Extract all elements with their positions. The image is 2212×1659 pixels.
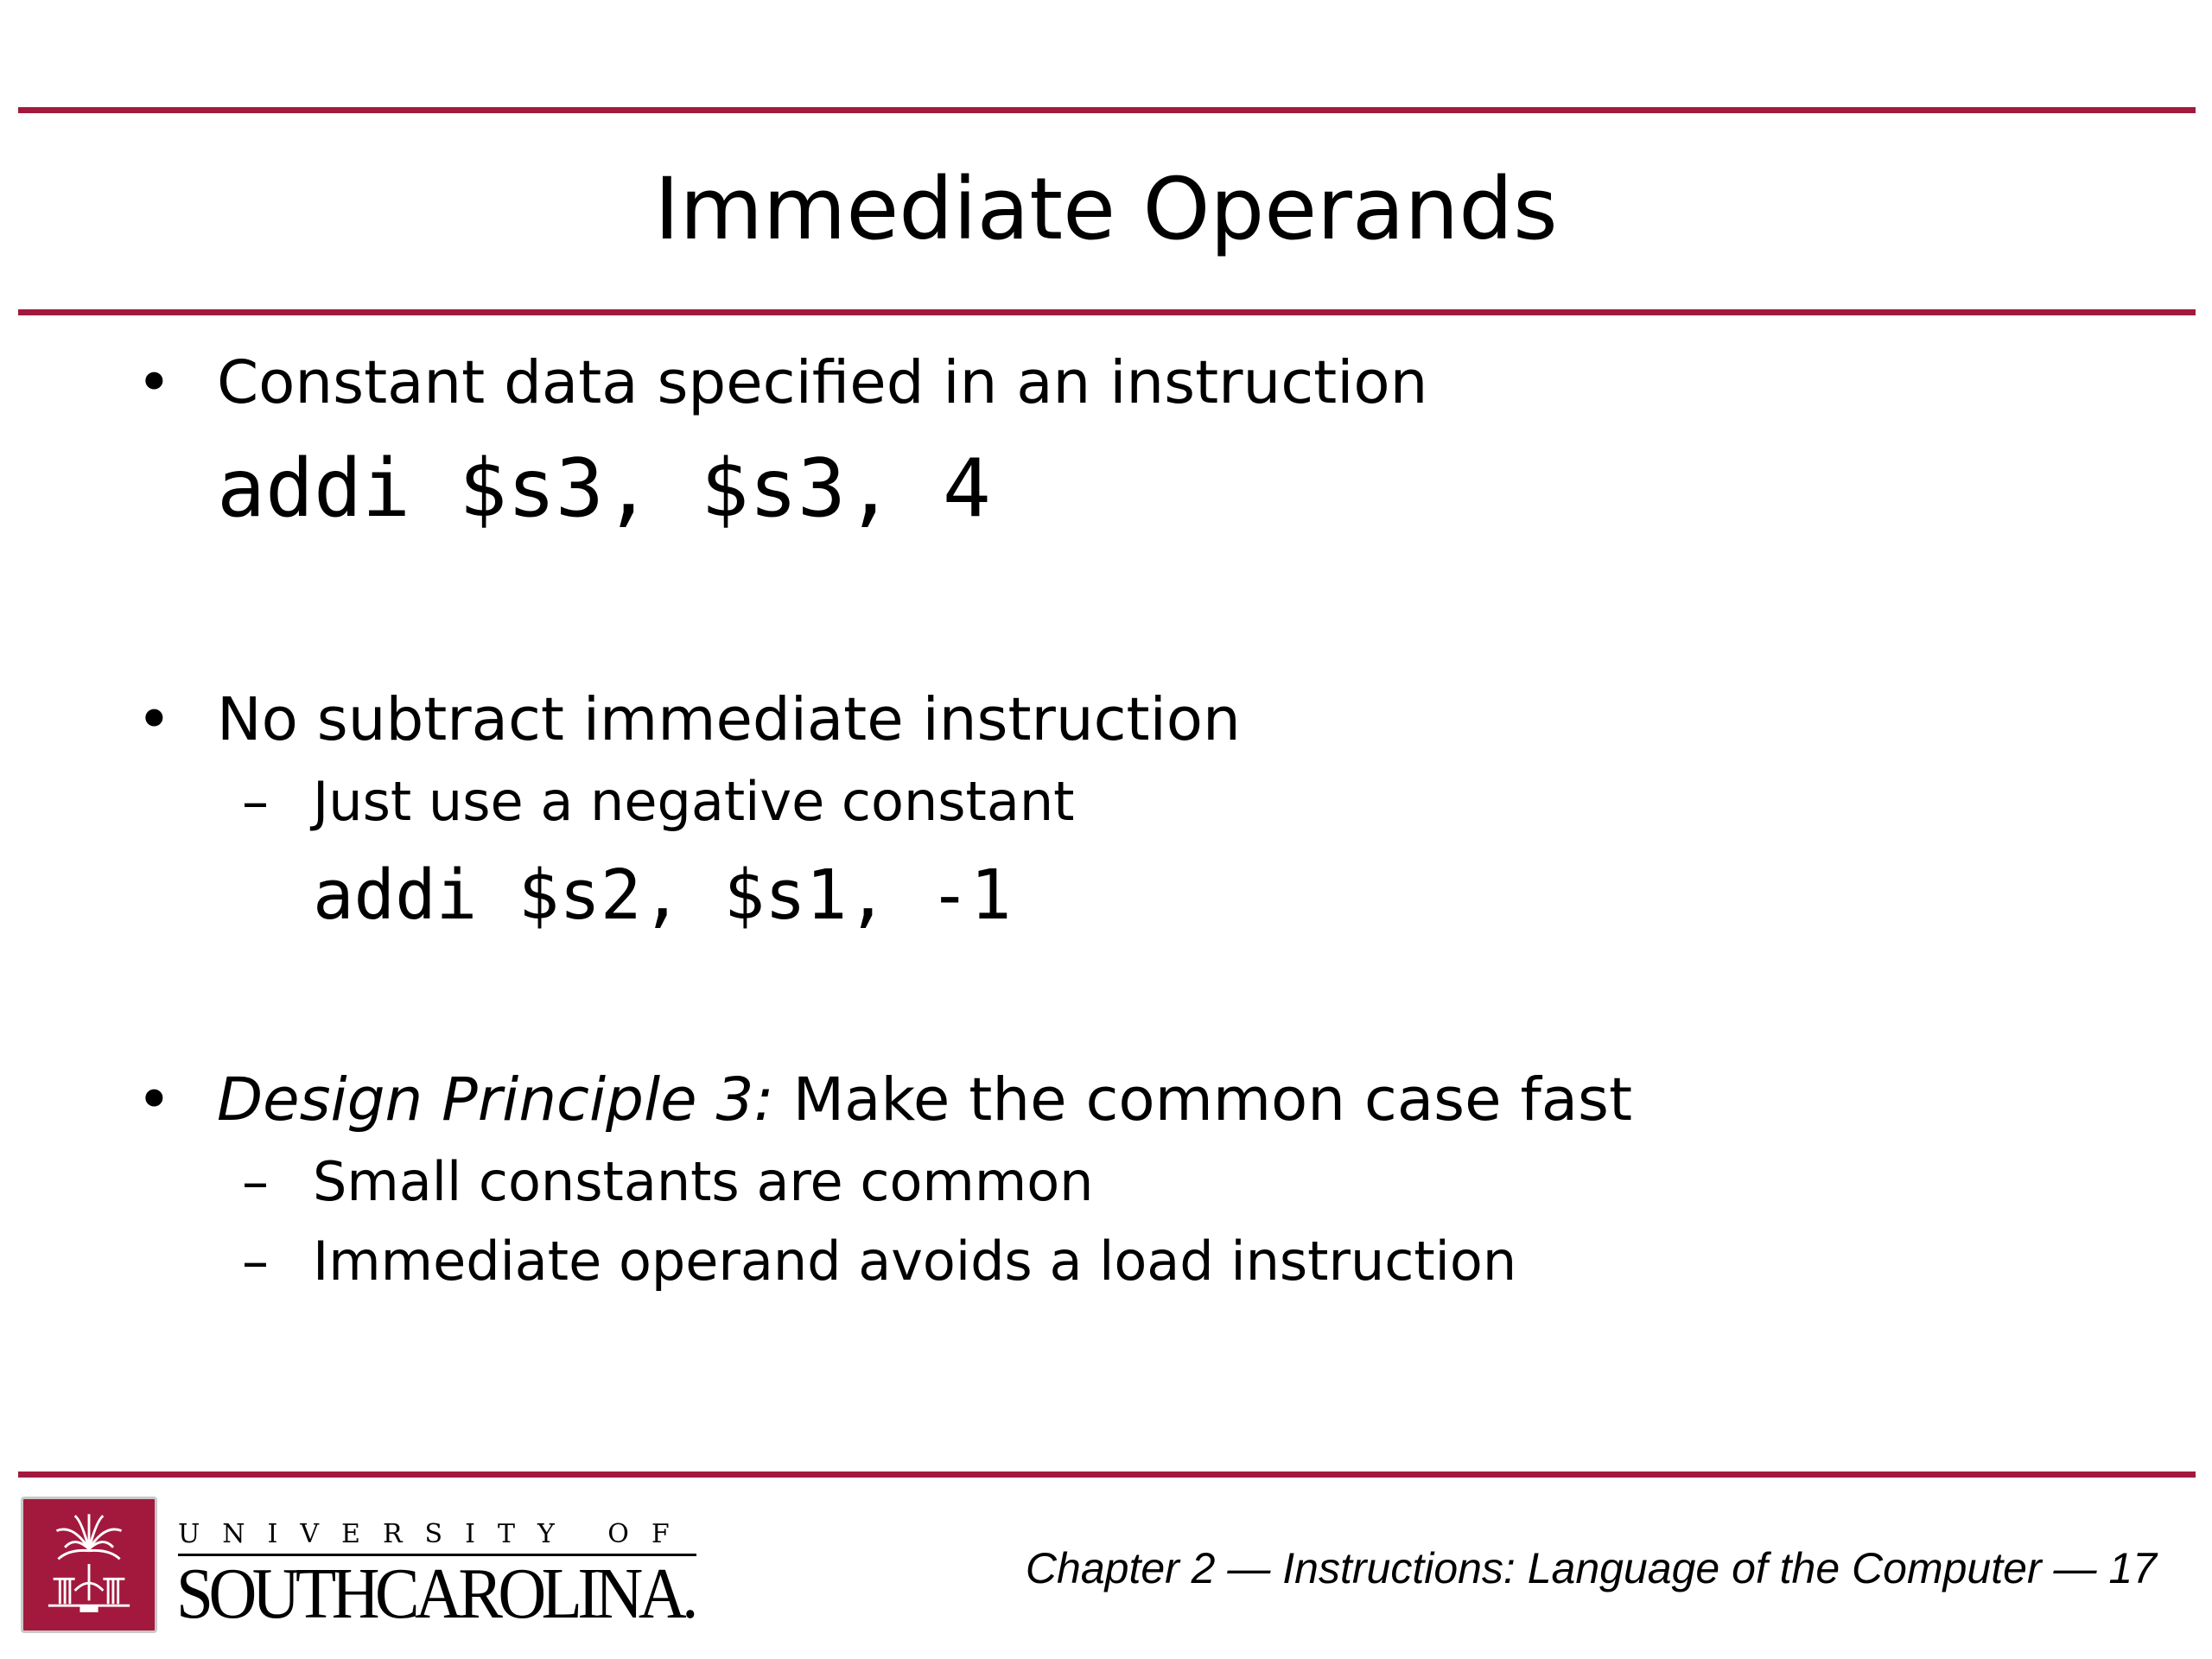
sub-item <box>242 1147 1094 1217</box>
bullet-item-3 <box>137 1061 1633 1139</box>
bullet-glyph: • <box>137 1065 172 1135</box>
bullet-text: No subtract immediate instruction <box>217 685 1241 754</box>
sub-item-text: Just use a negative constant <box>313 770 1075 833</box>
sub-bullet-glyph: – <box>242 770 269 833</box>
bullet-item-2 <box>137 681 1241 759</box>
footer-rule <box>18 1471 2196 1478</box>
sub-item-text: Small constants are common <box>313 1150 1094 1213</box>
sub-bullet-glyph: – <box>242 1150 269 1213</box>
bullet-item-1 <box>137 344 1428 422</box>
bullet-italic-lead: Design Principle 3: <box>217 1065 774 1135</box>
sub-item <box>242 1227 1517 1296</box>
bullet-glyph: • <box>137 348 172 417</box>
sub-bullet-glyph: – <box>242 1230 269 1293</box>
bullet-glyph: • <box>137 685 172 754</box>
university-wordmark: SOUTHCAROLINA. <box>176 1554 694 1634</box>
sub-item <box>242 767 1075 836</box>
slide-title: Immediate Operands <box>654 160 1558 259</box>
bullet-text: Make the common case fast <box>773 1065 1633 1135</box>
code-line-1: addi $s3, $s3, 4 <box>217 442 991 535</box>
sub-item-text: Immediate operand avoids a load instruction <box>313 1230 1517 1293</box>
university-label: UNIVERSITY OF <box>178 1519 692 1549</box>
slide-footer-caption: Chapter 2 — Instructions: Language of the Computer — 17 <box>1025 1544 2157 1592</box>
code-line-2: addi $s2, $s1, -1 <box>313 855 1012 935</box>
bullet-text: Constant data specified in an instruction <box>217 348 1428 417</box>
palmetto-tree-seal-icon <box>21 1497 157 1633</box>
